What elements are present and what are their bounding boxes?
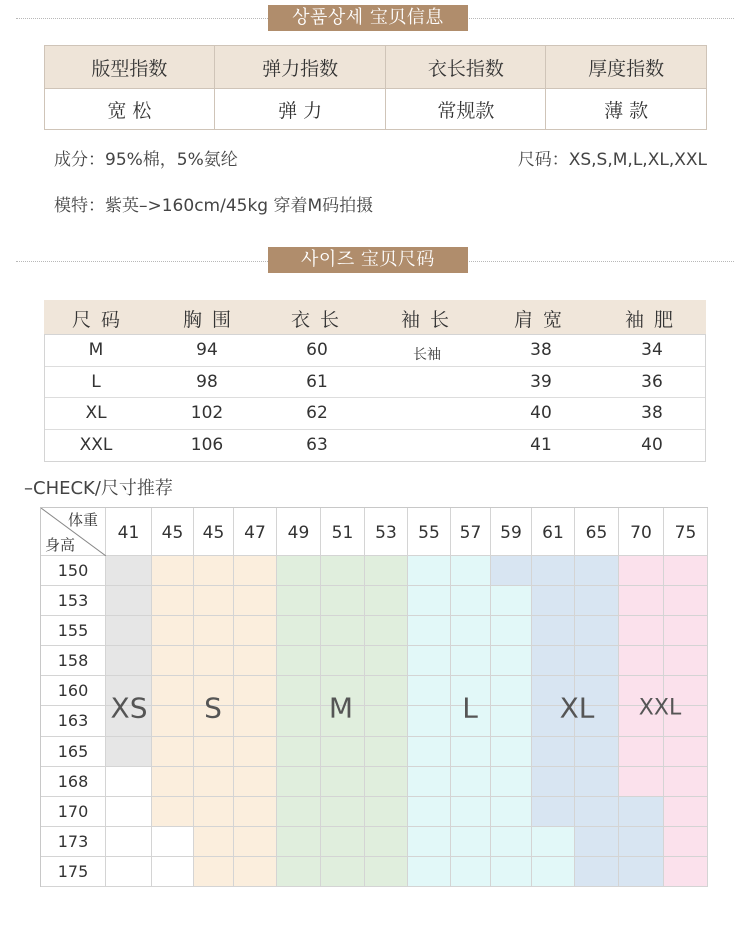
header-length-index: 衣长指数 — [386, 46, 546, 89]
grid-cell — [491, 737, 532, 767]
table-row — [45, 430, 705, 462]
grid-cell — [106, 857, 152, 887]
grid-cell — [234, 616, 277, 646]
grid-cell — [664, 827, 708, 857]
grid-cell — [664, 737, 708, 767]
height-header — [41, 676, 106, 706]
grid-cell — [277, 616, 321, 646]
grid-cell — [532, 586, 575, 616]
grid-cell — [277, 556, 321, 586]
corner-weight-label: 体重 — [68, 511, 99, 529]
cell-sleeve-width: 38 — [641, 403, 663, 423]
cell-length: 60 — [306, 340, 328, 360]
weight-header — [408, 508, 451, 556]
grid-cell — [619, 737, 664, 767]
grid-cell — [575, 556, 619, 586]
height-value: 175 — [57, 861, 89, 881]
grid-cell — [194, 767, 234, 797]
grid-cell — [532, 797, 575, 827]
check-title: –CHECK/尺寸推荐 — [24, 478, 173, 499]
height-value: 155 — [57, 621, 89, 641]
height-value: 158 — [57, 651, 89, 671]
grid-cell — [321, 616, 365, 646]
cell-chest: 98 — [196, 371, 218, 392]
grid-cell — [106, 767, 152, 797]
header-stretch-index: 弹力指数 — [214, 46, 386, 89]
grid-cell — [365, 556, 408, 586]
grid-cell — [277, 857, 321, 887]
grid-cell — [194, 827, 234, 857]
weight-header — [532, 508, 575, 556]
grid-cell — [234, 857, 277, 887]
grid-cell — [532, 857, 575, 887]
weight-header — [321, 508, 365, 556]
grid-cell — [664, 797, 708, 827]
grid-cell — [321, 797, 365, 827]
height-value: 150 — [57, 561, 89, 580]
grid-cell — [575, 586, 619, 616]
height-value: 165 — [57, 741, 89, 761]
grid-cell — [619, 646, 664, 676]
grid-cell — [365, 827, 408, 857]
col-length: 衣 长 — [290, 309, 342, 331]
grid-cell — [575, 797, 619, 827]
grid-cell — [277, 706, 321, 736]
grid-cell — [664, 857, 708, 887]
grid-cell — [451, 586, 491, 616]
size-zone-label: XS — [110, 691, 148, 725]
weight-value: 75 — [674, 523, 697, 543]
grid-cell — [277, 676, 321, 706]
grid-cell — [321, 857, 365, 887]
corner-height-label: 身高 — [45, 536, 76, 554]
height-value: 173 — [57, 831, 89, 851]
grid-cell — [491, 706, 532, 736]
cell-size: XXL — [79, 434, 113, 455]
grid-cell — [532, 737, 575, 767]
grid-cell — [152, 857, 194, 887]
grid-cell — [106, 646, 152, 676]
grid-cell — [491, 646, 532, 676]
grid-cell — [491, 676, 532, 706]
height-header — [41, 706, 106, 736]
grid-cell — [234, 676, 277, 706]
grid-cell — [451, 827, 491, 857]
grid-cell — [365, 616, 408, 646]
grid-cell — [619, 586, 664, 616]
grid-cell — [321, 646, 365, 676]
grid-cell — [194, 646, 234, 676]
cell-length: 63 — [306, 434, 328, 455]
cell-sleeve-width: 36 — [641, 371, 663, 392]
grid-cell — [152, 676, 194, 706]
grid-cell — [365, 706, 408, 736]
composition-text: 成分：95%棉，5%氨纶 — [54, 150, 238, 170]
weight-header — [451, 508, 491, 556]
weight-value: 45 — [202, 523, 225, 543]
grid-cell — [619, 556, 664, 586]
size-zone-label: XL — [559, 691, 595, 725]
grid-cell — [194, 556, 234, 586]
weight-value: 53 — [375, 523, 397, 543]
grid-cell — [575, 646, 619, 676]
grid-cell — [408, 586, 451, 616]
grid-cell — [408, 706, 451, 736]
grid-cell — [451, 556, 491, 586]
grid-cell — [365, 676, 408, 706]
product-index-table — [44, 45, 707, 130]
grid-cell — [152, 586, 194, 616]
weight-value: 55 — [418, 523, 440, 543]
height-value: 153 — [57, 591, 89, 611]
grid-cell — [619, 857, 664, 887]
grid-cell — [664, 646, 708, 676]
grid-cell — [532, 646, 575, 676]
grid-cell — [106, 827, 152, 857]
grid-cell — [194, 586, 234, 616]
grid-cell — [106, 586, 152, 616]
weight-header — [491, 508, 532, 556]
height-value: 170 — [57, 801, 89, 821]
section-title-size-info: 사이즈 宝贝尺码 — [268, 247, 468, 273]
height-header — [41, 857, 106, 887]
weight-header — [365, 508, 408, 556]
grid-cell — [619, 616, 664, 646]
grid-cell — [152, 646, 194, 676]
weight-header — [234, 508, 277, 556]
value-length: 常规款 — [386, 89, 546, 130]
grid-cell — [619, 797, 664, 827]
cell-size: M — [88, 340, 104, 360]
grid-cell — [365, 586, 408, 616]
available-sizes-text: 尺码：XS,S,M,L,XL,XXL — [517, 150, 707, 170]
grid-cell — [152, 556, 194, 586]
weight-value: 49 — [287, 523, 310, 543]
grid-cell — [408, 556, 451, 586]
grid-cell — [491, 827, 532, 857]
grid-cell — [194, 857, 234, 887]
grid-cell — [408, 797, 451, 827]
grid-cell — [234, 556, 277, 586]
section-title-product-info: 상품상세 宝贝信息 — [268, 5, 468, 31]
weight-value: 47 — [244, 523, 266, 543]
grid-cell — [106, 616, 152, 646]
grid-cell — [365, 857, 408, 887]
cell-sleeve-width: 34 — [641, 340, 663, 360]
grid-cell — [234, 737, 277, 767]
value-stretch: 弹 力 — [214, 89, 386, 130]
grid-cell — [532, 556, 575, 586]
grid-cell — [408, 646, 451, 676]
value-thickness: 薄 款 — [546, 89, 707, 130]
grid-cell — [277, 646, 321, 676]
size-zone-label: L — [462, 691, 478, 725]
grid-cell — [106, 556, 152, 586]
grid-cell — [365, 767, 408, 797]
grid-cell — [152, 827, 194, 857]
cell-chest: 106 — [190, 434, 224, 455]
weight-value: 65 — [585, 523, 608, 543]
grid-cell — [408, 676, 451, 706]
grid-cell — [664, 586, 708, 616]
size-zone-label: M — [328, 691, 354, 725]
value-fit: 宽 松 — [45, 89, 215, 130]
grid-cell — [532, 616, 575, 646]
cell-sleeve: 长袖 — [413, 347, 441, 363]
grid-cell — [277, 827, 321, 857]
grid-cell — [365, 646, 408, 676]
grid-cell — [575, 767, 619, 797]
weight-value: 51 — [331, 523, 354, 543]
cell-sleeve-width: 40 — [641, 434, 663, 455]
grid-cell — [408, 616, 451, 646]
cell-length: 61 — [306, 371, 328, 392]
grid-cell — [451, 646, 491, 676]
height-header — [41, 556, 106, 586]
col-sleeve-width: 袖 肥 — [624, 309, 676, 331]
height-value: 168 — [57, 771, 89, 791]
cell-shoulder: 41 — [530, 434, 552, 455]
weight-header — [152, 508, 194, 556]
grid-cell — [619, 767, 664, 797]
grid-cell — [408, 827, 451, 857]
grid-cell — [234, 797, 277, 827]
grid-cell — [532, 827, 575, 857]
grid-cell — [194, 616, 234, 646]
weight-value: 45 — [161, 523, 184, 543]
weight-value: 61 — [542, 523, 564, 543]
weight-header — [664, 508, 708, 556]
grid-cell — [321, 737, 365, 767]
grid-cell — [277, 737, 321, 767]
table-row — [45, 398, 705, 430]
height-header — [41, 827, 106, 857]
height-header — [41, 797, 106, 827]
weight-header — [194, 508, 234, 556]
col-sleeve: 袖 长 — [400, 309, 452, 331]
grid-cell — [408, 857, 451, 887]
grid-cell — [575, 616, 619, 646]
grid-cell — [234, 706, 277, 736]
grid-cell — [575, 827, 619, 857]
grid-cell — [408, 767, 451, 797]
grid-cell — [664, 616, 708, 646]
table-row — [45, 367, 705, 399]
grid-cell — [619, 827, 664, 857]
model-info-text: 模特：紫英–>160cm/45kg 穿着M码拍摄 — [54, 196, 374, 216]
grid-cell — [491, 857, 532, 887]
weight-header — [277, 508, 321, 556]
size-zone-label: S — [204, 691, 222, 725]
weight-header — [619, 508, 664, 556]
grid-cell — [365, 797, 408, 827]
weight-value: 59 — [500, 523, 522, 543]
col-shoulder: 肩 宽 — [513, 309, 565, 331]
cell-shoulder: 40 — [530, 403, 552, 423]
grid-cell — [575, 857, 619, 887]
grid-cell — [106, 797, 152, 827]
grid-cell — [234, 586, 277, 616]
weight-value: 70 — [630, 523, 652, 543]
grid-cell — [532, 767, 575, 797]
grid-cell — [321, 556, 365, 586]
height-header — [41, 586, 106, 616]
grid-cell — [664, 556, 708, 586]
height-value: 163 — [57, 711, 89, 731]
height-value: 160 — [57, 681, 89, 701]
weight-value: 41 — [117, 523, 140, 543]
grid-cell — [152, 706, 194, 736]
grid-cell — [491, 797, 532, 827]
grid-cell — [234, 646, 277, 676]
header-fit-index: 版型指数 — [45, 46, 215, 89]
grid-cell — [277, 797, 321, 827]
grid-cell — [491, 586, 532, 616]
grid-cell — [152, 767, 194, 797]
height-header — [41, 616, 106, 646]
cell-chest: 102 — [190, 403, 224, 423]
cell-size: XL — [85, 403, 107, 423]
grid-cell — [408, 737, 451, 767]
cell-size: L — [91, 371, 101, 392]
grid-cell — [451, 616, 491, 646]
grid-cell — [451, 857, 491, 887]
grid-cell — [234, 827, 277, 857]
size-zone-label: XXL — [638, 695, 682, 721]
weight-header — [575, 508, 619, 556]
grid-cell — [365, 737, 408, 767]
table-row — [45, 335, 705, 367]
cell-chest: 94 — [196, 340, 218, 360]
grid-cell — [491, 556, 532, 586]
grid-cell — [106, 737, 152, 767]
weight-value: 57 — [459, 523, 482, 543]
height-header — [41, 737, 106, 767]
grid-cell — [451, 797, 491, 827]
cell-length: 62 — [306, 403, 328, 423]
size-table-header — [44, 300, 706, 334]
weight-header — [106, 508, 152, 556]
grid-cell — [152, 737, 194, 767]
height-header — [41, 646, 106, 676]
col-chest: 胸 围 — [182, 309, 234, 331]
header-thickness-index: 厚度指数 — [546, 46, 707, 89]
grid-cell — [664, 767, 708, 797]
grid-cell — [194, 797, 234, 827]
grid-cell — [152, 797, 194, 827]
grid-cell — [451, 737, 491, 767]
grid-cell — [234, 767, 277, 797]
grid-cell — [575, 737, 619, 767]
grid-cell — [491, 767, 532, 797]
grid-cell — [491, 616, 532, 646]
grid-cell — [451, 767, 491, 797]
grid-cell — [277, 767, 321, 797]
grid-cell — [277, 586, 321, 616]
grid-cell — [152, 616, 194, 646]
size-recommendation-grid — [40, 507, 708, 887]
cell-shoulder: 38 — [530, 340, 552, 360]
grid-cell — [321, 827, 365, 857]
grid-cell — [321, 586, 365, 616]
size-table-body — [44, 334, 706, 462]
height-header — [41, 767, 106, 797]
grid-cell — [194, 737, 234, 767]
col-size: 尺 码 — [71, 309, 123, 331]
grid-cell — [321, 767, 365, 797]
cell-shoulder: 39 — [530, 371, 552, 392]
